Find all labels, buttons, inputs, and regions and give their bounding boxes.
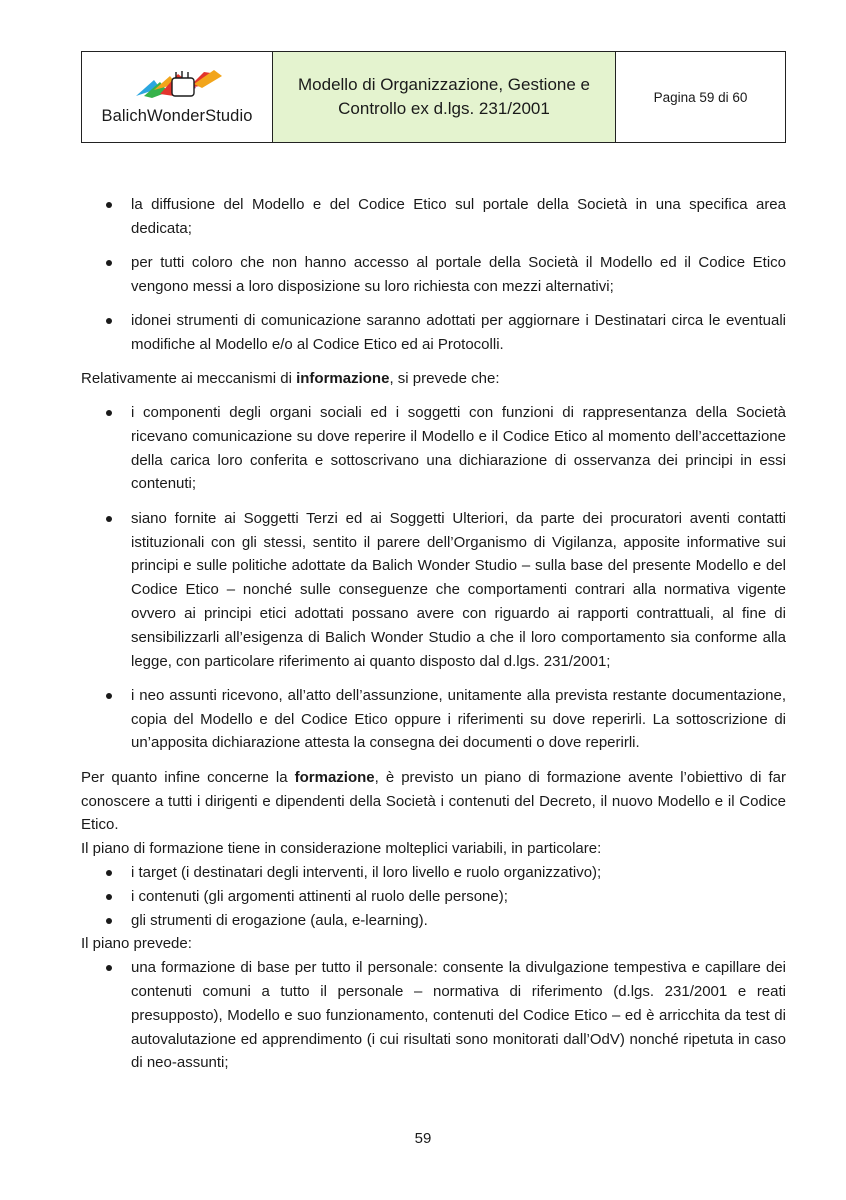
bullet-icon bbox=[106, 318, 112, 324]
document-title: Modello di Organizzazione, Gestione e Controllo ex d.lgs. 231/2001 bbox=[273, 52, 616, 142]
bullet-icon bbox=[106, 516, 112, 522]
list-item: i componenti degli organi sociali ed i soggetti con funzioni di rappresentanza della Società ricevano comunicazione su dove reperire il Modello e il Codice Etico al momento dell’accettazione della carica loro conferita e sottoscrivano una dichiarazione di osservanza dei principi in essi contenuti; bbox=[81, 401, 786, 496]
bullet-icon bbox=[106, 965, 112, 971]
variables-list bbox=[81, 861, 786, 932]
list-item: una formazione di base per tutto il personale: consente la divulgazione tempestiva e capillare dei contenuti comuni a tutto il personale – normativa di riferimento (d.lgs. 231/2001 e reati presupposto), Modello e suo funzionamento, contenuti del Codice Etico – ed è arricchita da test di autovalutazione ed apprendimento (i cui risultati sono monitorati dall’OdV) nonché ripetuta in caso di neo-assunti; bbox=[81, 956, 786, 1075]
paragraph-formazione: Per quanto infine concerne la formazione, è previsto un piano di formazione avente l’obiettivo di far conoscere a tutti i dirigenti e dipendenti della Società i contenuti del Decreto, il nuovo Modello e il Codice Etico. bbox=[81, 768, 786, 834]
page-number: 59 bbox=[414, 1130, 432, 1147]
paragraph-prevede: Il piano prevede: bbox=[81, 935, 192, 953]
logo-text: BalichWonderStudio bbox=[101, 107, 253, 125]
bullet-icon bbox=[106, 260, 112, 266]
bullet-icon bbox=[106, 410, 112, 416]
list-item: per tutti coloro che non hanno accesso al portale della Società il Modello ed il Codice Etico vengono messi a loro disposizione su loro richiesta con mezzi alternativi; bbox=[81, 251, 786, 299]
list-item: gli strumenti di erogazione (aula, e-learning). bbox=[81, 909, 786, 933]
information-list bbox=[81, 401, 786, 755]
bullet-icon bbox=[106, 918, 112, 924]
distribution-list bbox=[81, 193, 786, 357]
bullet-icon bbox=[106, 894, 112, 900]
list-item: i contenuti (gli argomenti attinenti al ruolo delle persone); bbox=[81, 885, 786, 909]
bullet-icon bbox=[106, 202, 112, 208]
bullet-icon bbox=[106, 870, 112, 876]
logo-icon bbox=[130, 66, 230, 106]
paragraph-piano: Il piano di formazione tiene in considerazione molteplici variabili, in particolare: bbox=[81, 840, 602, 858]
list-item: siano fornite ai Soggetti Terzi ed ai Soggetti Ulteriori, da parte dei procuratori aventi contatti istituzionali con gli stessi, sentito il parere dell’Organismo di Vigilanza, apposite informative sui principi e sulle politiche adottate da Balich Wonder Studio – sulla base del presente Modello e del Codice Etico – nonché sulle conseguenze che comportamenti contrari alla normativa vigente ovvero ai principi etici adottati possano avere con riguardo ai rapporti contrattuali, al fine di sensibilizzarli all’esigenza di Balich Wonder Studio a che il loro comportamento sia conforme alla legge, con particolare riferimento ai quanto disposto dal d.lgs. 231/2001; bbox=[81, 507, 786, 674]
list-item: i neo assunti ricevono, all’atto dell’assunzione, unitamente alla prevista restante documentazione, copia del Modello e del Codice Etico oppure i riferimenti su dove reperirli. La sottoscrizione di un’apposita dichiarazione attesta la consegna dei documenti o dove reperirli. bbox=[81, 684, 786, 755]
company-logo bbox=[82, 52, 273, 142]
training-list bbox=[81, 956, 786, 1075]
document-body bbox=[81, 193, 786, 1075]
list-item: idonei strumenti di comunicazione saranno adottati per aggiornare i Destinatari circa le eventuali modifiche al Modello e/o al Codice Etico ed ai Protocolli. bbox=[81, 309, 786, 357]
page-indicator: Pagina 59 di 60 bbox=[653, 90, 748, 105]
list-item: la diffusione del Modello e del Codice Etico sul portale della Società in una specifica area dedicata; bbox=[81, 193, 786, 241]
document-header bbox=[81, 51, 786, 143]
paragraph-informazione: Relativamente ai meccanismi di informazione, si prevede che: bbox=[81, 370, 500, 388]
bullet-icon bbox=[106, 693, 112, 699]
list-item: i target (i destinatari degli interventi, il loro livello e ruolo organizzativo); bbox=[81, 861, 786, 885]
